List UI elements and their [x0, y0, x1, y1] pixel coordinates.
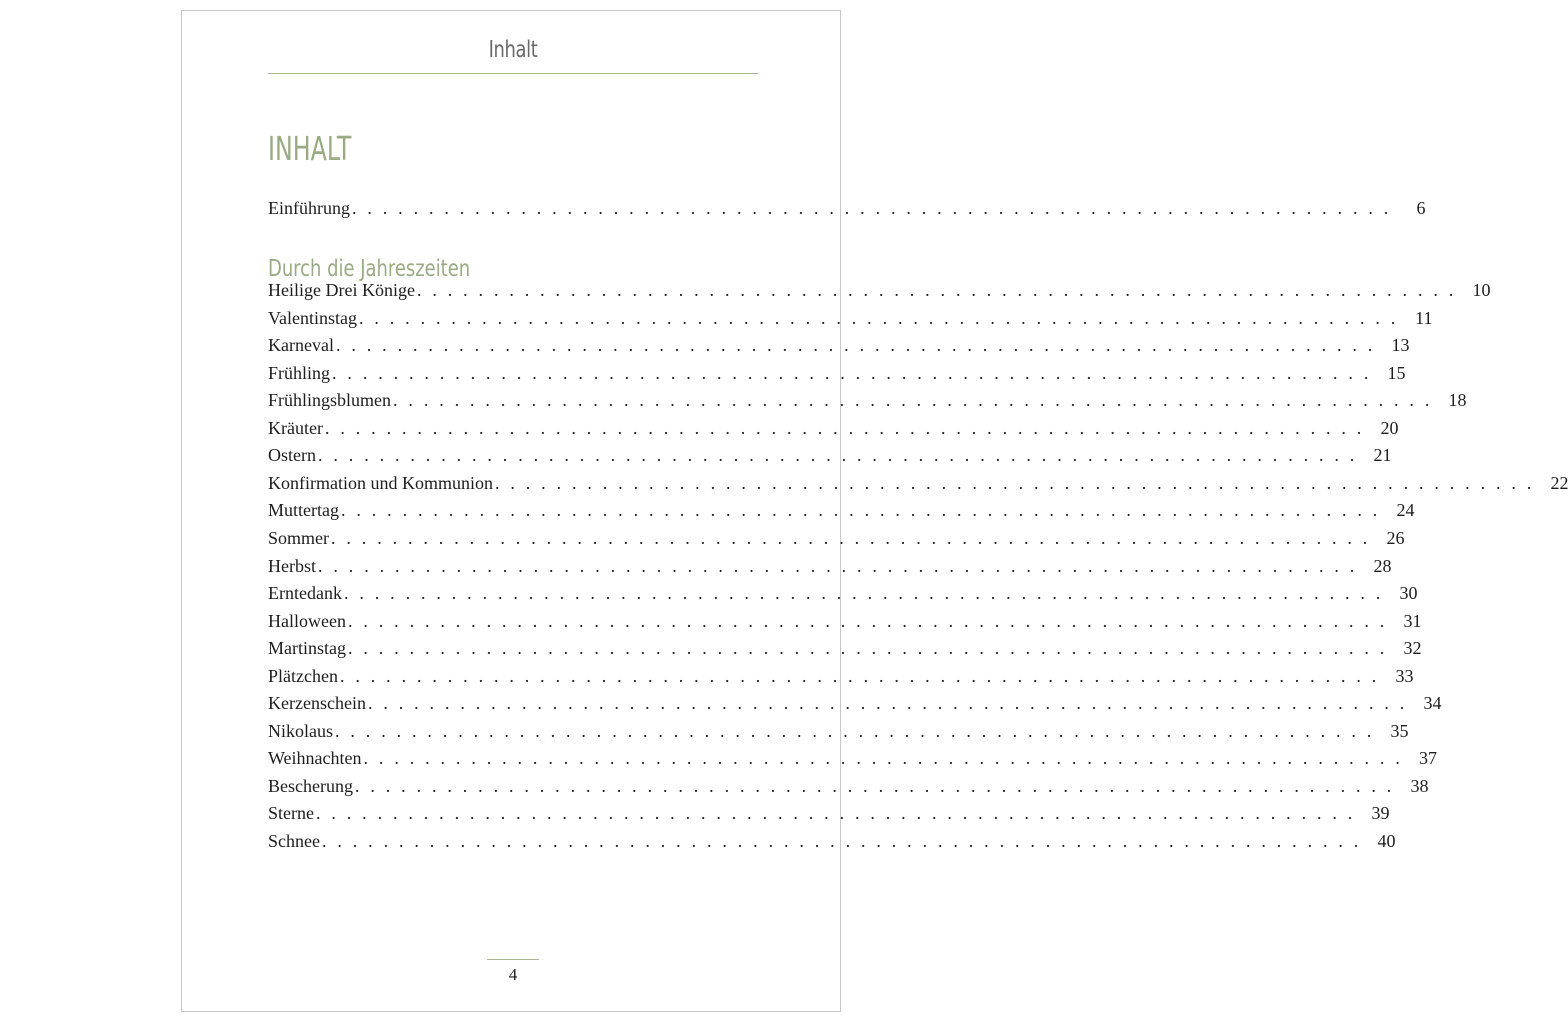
- toc-entry: [268, 442, 1392, 468]
- toc-entry-label: Frühlingsblumen: [268, 390, 392, 410]
- toc-leader: . . . . . . . . . . . . . . . . . . . . . . . . . . . . . . . . . . . . . . . . . . . . . . . . . . . . . . . . . . . . . . . . . . . .: [367, 693, 1408, 713]
- toc-leader: . . . . . . . . . . . . . . . . . . . . . . . . . . . . . . . . . . . . . . . . . . . . . . . . . . . . . . . . . . . . . . . . . . . .: [331, 528, 1371, 548]
- toc-title: INHALT: [268, 129, 352, 168]
- toc-entry-label: Sommer: [268, 528, 329, 548]
- toc-entry-page: 38: [1410, 776, 1429, 796]
- toc-entry-page: 30: [1399, 583, 1418, 603]
- toc-leader: . . . . . . . . . . . . . . . . . . . . . . . . . . . . . . . . . . . . . . . . . . . . . . . . . . . . . . . . . . . . . . . . . . . .: [340, 500, 1381, 520]
- toc-entry-label: Bescherung: [268, 776, 353, 796]
- toc-entry-label: Frühling: [268, 363, 331, 383]
- toc-leader: . . . . . . . . . . . . . . . . . . . . . . . . . . . . . . . . . . . . . . . . . . . . . . . . . . . . . . . . . . . . . . . . . . . .: [348, 638, 1388, 658]
- toc-entry-page: 24: [1396, 500, 1415, 520]
- toc-entry: [268, 635, 1422, 661]
- toc-leader: . . . . . . . . . . . . . . . . . . . . . . . . . . . . . . . . . . . . . . . . . . . . . . . . . . . . . . . . . . . . . . . . . . . .: [416, 280, 1457, 300]
- header-rule: [268, 73, 758, 74]
- toc-leader: . . . . . . . . . . . . . . . . . . . . . . . . . . . . . . . . . . . . . . . . . . . . . . . . . . . . . . . . . . . . . . . . . . . .: [335, 721, 1375, 741]
- toc-entry-label: Sterne: [268, 803, 314, 823]
- toc-entry-page: 37: [1419, 748, 1438, 768]
- toc-leader: . . . . . . . . . . . . . . . . . . . . . . . . . . . . . . . . . . . . . . . . . . . . . . . . . . . . . . . . . . . . . . . . . . . .: [318, 445, 1358, 465]
- toc-entry-label: Kerzenschein: [268, 693, 366, 713]
- toc-entry: [268, 800, 1390, 826]
- toc-leader: . . . . . . . . . . . . . . . . . . . . . . . . . . . . . . . . . . . . . . . . . . . . . . . . . . . . . . . . . . . . . . . . . . . .: [324, 418, 1365, 438]
- toc-entry-page: 6: [1416, 198, 1426, 218]
- toc-entry-page: 26: [1386, 528, 1405, 548]
- toc-entry-label: Konfirmation und Kommunion: [268, 473, 493, 493]
- toc-leader: . . . . . . . . . . . . . . . . . . . . . . . . . . . . . . . . . . . . . . . . . . . . . . . . . . . . . . . . . . . . . . . . . . . .: [354, 776, 1395, 796]
- toc-entry: [268, 277, 1491, 303]
- toc-entry-label: Muttertag: [268, 500, 339, 520]
- toc-entry-page: 33: [1395, 666, 1414, 686]
- toc-entry-page: 20: [1380, 418, 1399, 438]
- toc-entry: [268, 718, 1409, 744]
- toc-entry-page: 11: [1415, 308, 1433, 328]
- toc-entry: [268, 773, 1429, 799]
- toc-entry: [268, 387, 1467, 413]
- toc-entry-label: Ostern: [268, 445, 316, 465]
- toc-entry: [268, 360, 1406, 386]
- toc-entry: [268, 828, 1396, 854]
- toc-entry-label: Martinstag: [268, 638, 346, 658]
- toc-leader: . . . . . . . . . . . . . . . . . . . . . . . . . . . . . . . . . . . . . . . . . . . . . . . . . . . . . . . . . . . . . . . . . . . .: [351, 198, 1392, 218]
- toc-entry-label: Weihnachten: [268, 748, 362, 768]
- page-number: 4: [508, 965, 518, 984]
- toc-entry: [268, 415, 1399, 441]
- toc-entry-page: 34: [1423, 693, 1442, 713]
- toc-leader: . . . . . . . . . . . . . . . . . . . . . . . . . . . . . . . . . . . . . . . . . . . . . . . . . . . . . . . . . . . . . . . . . . . .: [363, 748, 1404, 768]
- toc-leader: . . . . . . . . . . . . . . . . . . . . . . . . . . . . . . . . . . . . . . . . . . . . . . . . . . . . . . . . . . . . . . . . . . . .: [393, 390, 1433, 410]
- toc-leader: . . . . . . . . . . . . . . . . . . . . . . . . . . . . . . . . . . . . . . . . . . . . . . . . . . . . . . . . . . . . . . . . . . . .: [335, 335, 1376, 355]
- toc-leader: . . . . . . . . . . . . . . . . . . . . . . . . . . . . . . . . . . . . . . . . . . . . . . . . . . . . . . . . . . . . . . . . . . . .: [358, 308, 1399, 328]
- toc-entry: [268, 305, 1433, 331]
- toc-entry-label: Einführung: [268, 198, 350, 218]
- toc-leader: . . . . . . . . . . . . . . . . . . . . . . . . . . . . . . . . . . . . . . . . . . . . . . . . . . . . . . . . . . . . . . . . . . . .: [494, 473, 1535, 493]
- toc-leader: . . . . . . . . . . . . . . . . . . . . . . . . . . . . . . . . . . . . . . . . . . . . . . . . . . . . . . . . . . . . . . . . . . . .: [339, 666, 1380, 686]
- toc-entry-label: Erntedank: [268, 583, 342, 603]
- toc-entry-page: 31: [1403, 611, 1422, 631]
- toc-entry-page: 15: [1387, 363, 1406, 383]
- toc-entry: [268, 663, 1414, 689]
- toc-entry-page: 28: [1373, 556, 1392, 576]
- toc-entry-label: Plätzchen: [268, 666, 338, 686]
- toc-entry-label: Nikolaus: [268, 721, 333, 741]
- toc-entry-page: 39: [1371, 803, 1390, 823]
- toc-entry-page: 40: [1377, 831, 1396, 851]
- toc-entry-label: Heilige Drei Könige: [268, 280, 415, 300]
- toc-entry: [268, 608, 1422, 634]
- toc-entry: [268, 497, 1415, 523]
- running-head: Inhalt: [488, 37, 538, 63]
- toc-entry-label: Kräuter: [268, 418, 323, 438]
- toc-leader: . . . . . . . . . . . . . . . . . . . . . . . . . . . . . . . . . . . . . . . . . . . . . . . . . . . . . . . . . . . . . . . . . . . .: [315, 803, 1356, 823]
- section-heading: Durch die Jahreszeiten: [268, 256, 471, 282]
- toc-entry: [268, 553, 1392, 579]
- toc-entry-page: 10: [1472, 280, 1491, 300]
- toc-entry-label: Valentinstag: [268, 308, 357, 328]
- toc-leader: . . . . . . . . . . . . . . . . . . . . . . . . . . . . . . . . . . . . . . . . . . . . . . . . . . . . . . . . . . . . . . . . . . . .: [332, 363, 1372, 383]
- toc-entry-page: 18: [1448, 390, 1467, 410]
- toc-entry-label: Halloween: [268, 611, 346, 631]
- toc-leader: . . . . . . . . . . . . . . . . . . . . . . . . . . . . . . . . . . . . . . . . . . . . . . . . . . . . . . . . . . . . . . . . . . . .: [318, 556, 1358, 576]
- toc-entry-intro: [268, 195, 1426, 221]
- toc-leader: . . . . . . . . . . . . . . . . . . . . . . . . . . . . . . . . . . . . . . . . . . . . . . . . . . . . . . . . . . . . . . . . . . . .: [343, 583, 1384, 603]
- toc-leader: . . . . . . . . . . . . . . . . . . . . . . . . . . . . . . . . . . . . . . . . . . . . . . . . . . . . . . . . . . . . . . . . . . . .: [321, 831, 1362, 851]
- toc-entry-label: Karneval: [268, 335, 334, 355]
- toc-entry-page: 22: [1550, 473, 1568, 493]
- toc-entry: [268, 525, 1405, 551]
- toc-entry: [268, 332, 1410, 358]
- book-page: [181, 10, 1568, 1012]
- footer-rule: [487, 959, 539, 960]
- toc-entry-label: Herbst: [268, 556, 316, 576]
- toc-entry-page: 21: [1373, 445, 1392, 465]
- toc-entry: [268, 470, 1568, 496]
- toc-entry-page: 32: [1403, 638, 1422, 658]
- toc-entry-page: 13: [1391, 335, 1410, 355]
- toc-entry-label: Schnee: [268, 831, 320, 851]
- toc-entry-page: 35: [1390, 721, 1409, 741]
- toc-entry: [268, 690, 1442, 716]
- toc-entry: [268, 745, 1438, 771]
- toc-entry: [268, 580, 1418, 606]
- toc-leader: . . . . . . . . . . . . . . . . . . . . . . . . . . . . . . . . . . . . . . . . . . . . . . . . . . . . . . . . . . . . . . . . . . . .: [347, 611, 1388, 631]
